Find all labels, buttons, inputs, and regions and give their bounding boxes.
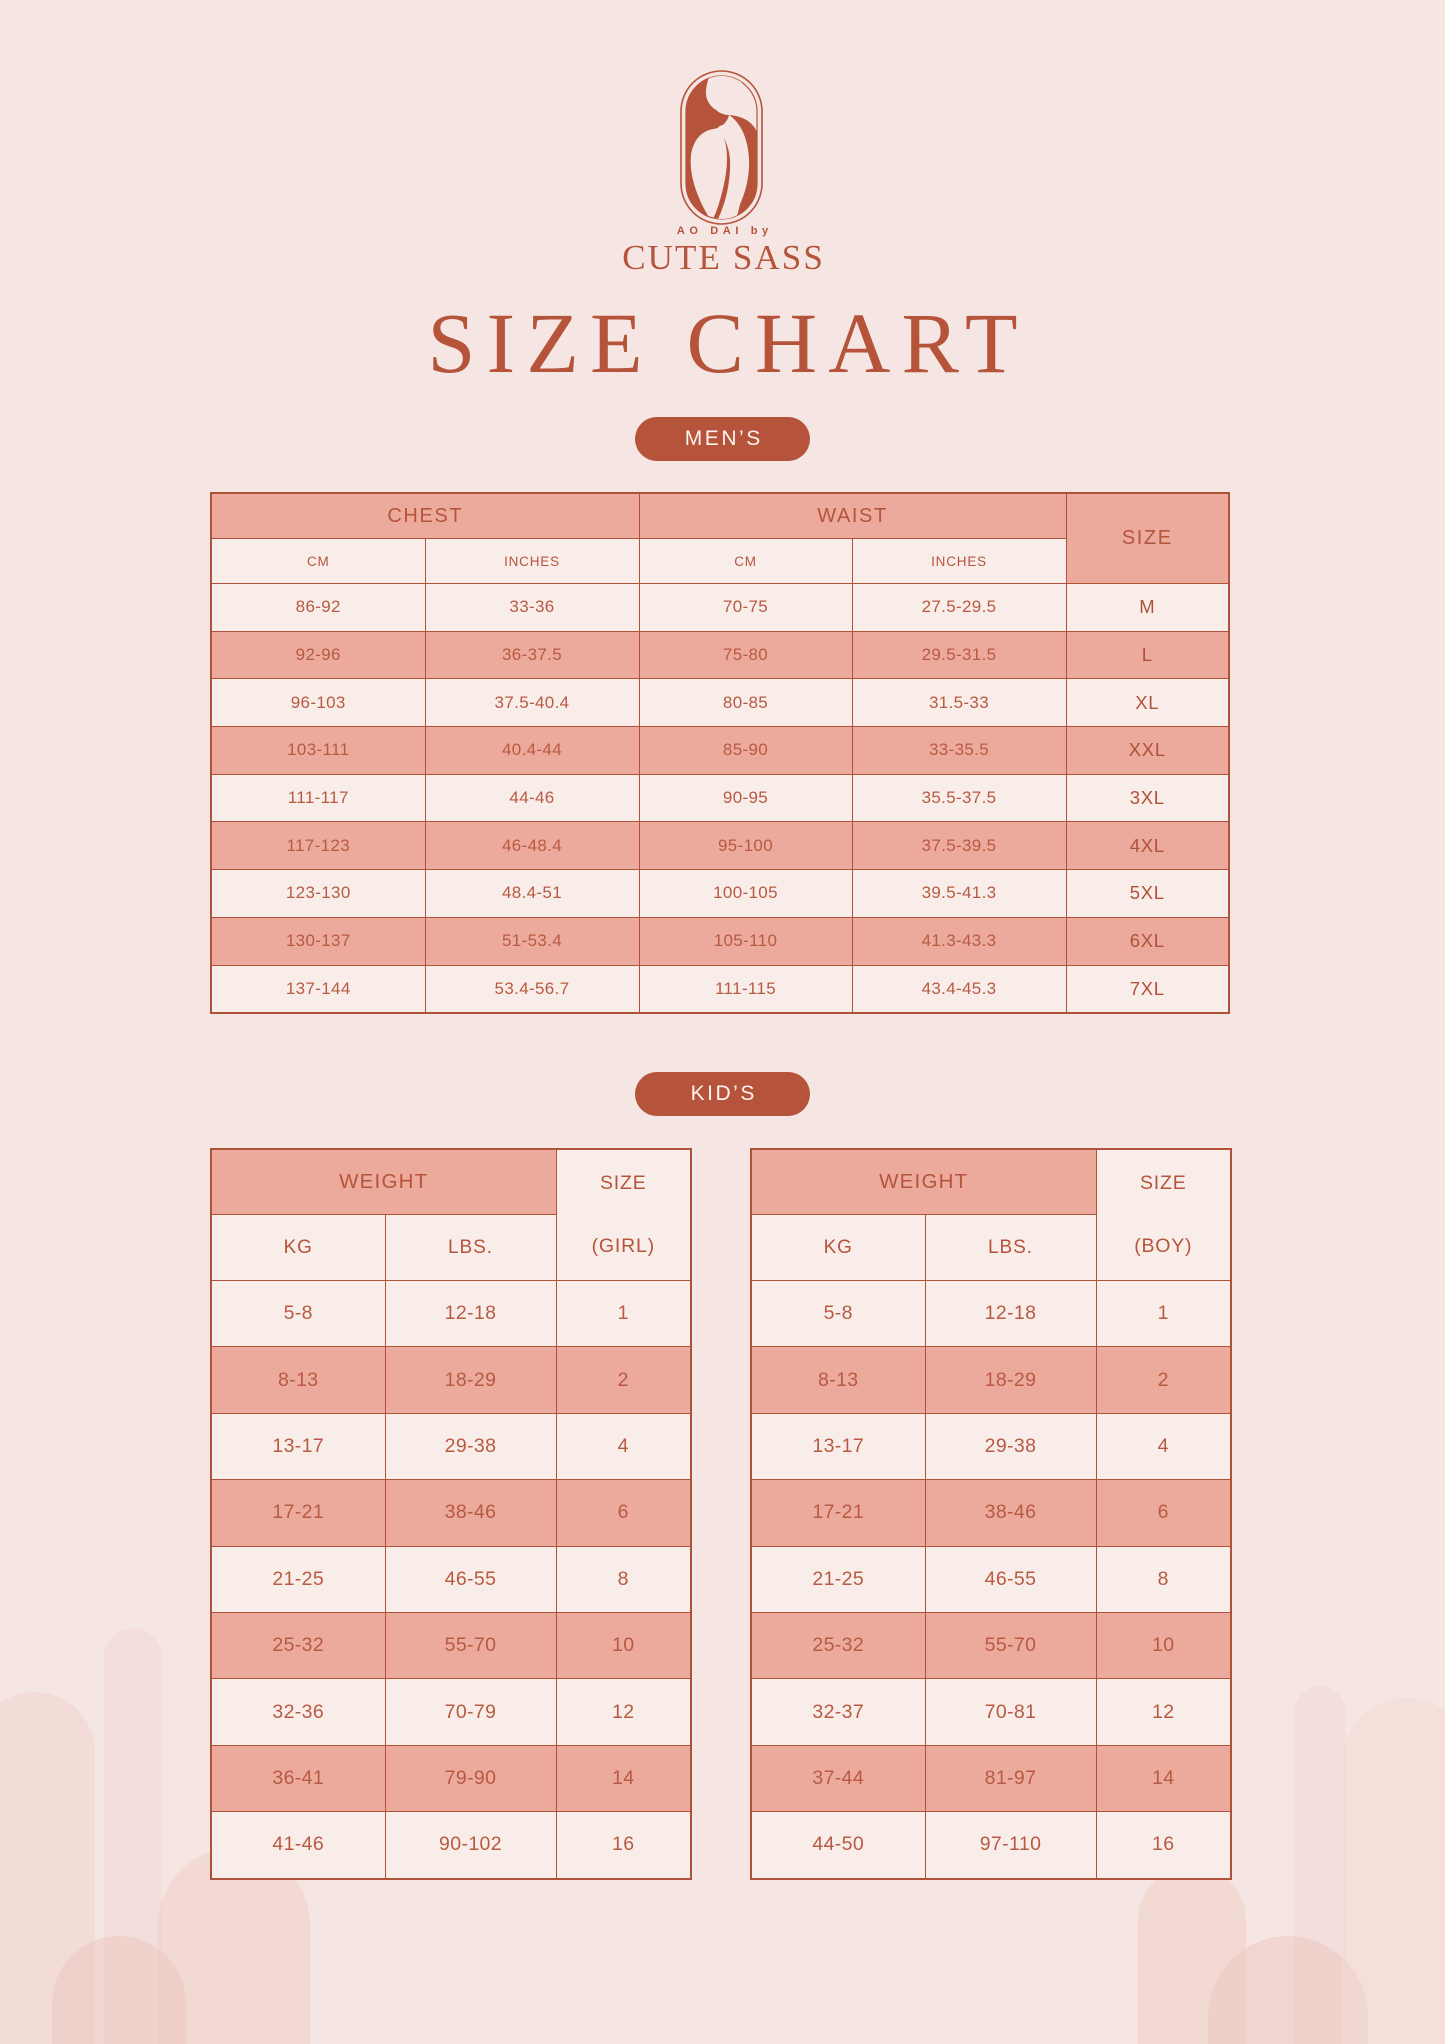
table-row: [211, 679, 1229, 727]
weight-column-header: WEIGHT: [211, 1149, 556, 1215]
size-cell: 10: [1096, 1612, 1231, 1678]
cell: 29-38: [385, 1413, 556, 1479]
table-row: [751, 1281, 1231, 1347]
cell: 55-70: [385, 1612, 556, 1678]
cell: 70-79: [385, 1679, 556, 1745]
kg-header: KG: [211, 1215, 385, 1281]
corner-arch: [1342, 1698, 1445, 2044]
cell: 38-46: [385, 1480, 556, 1546]
cell: 18-29: [925, 1347, 1096, 1413]
cell: 46-48.4: [425, 822, 639, 870]
table-row: [211, 870, 1229, 918]
waist-inches-header: INCHES: [852, 539, 1066, 584]
cell: 117-123: [211, 822, 425, 870]
cell: 37-44: [751, 1745, 925, 1811]
size-cell: 6XL: [1066, 917, 1229, 965]
table-row: [211, 1812, 691, 1879]
size-cell: 1: [1096, 1281, 1231, 1347]
cell: 18-29: [385, 1347, 556, 1413]
cell: 111-117: [211, 774, 425, 822]
table-row: [211, 1612, 691, 1678]
mens-header-row: [211, 493, 1229, 539]
table-row: [211, 1281, 691, 1347]
cell: 39.5-41.3: [852, 870, 1066, 918]
size-cell: 14: [1096, 1745, 1231, 1811]
cell: 53.4-56.7: [425, 965, 639, 1013]
brand-name: CUTE SASS: [622, 238, 825, 277]
cell: 86-92: [211, 584, 425, 632]
size-cell: 3XL: [1066, 774, 1229, 822]
size-cell: 12: [1096, 1679, 1231, 1745]
cell: 38-46: [925, 1480, 1096, 1546]
table-row: [751, 1546, 1231, 1612]
size-column-header: SIZE: [1066, 493, 1229, 584]
table-row: [751, 1347, 1231, 1413]
size-cell: 4: [1096, 1413, 1231, 1479]
table-row: [211, 965, 1229, 1013]
table-row: [211, 822, 1229, 870]
cell: 51-53.4: [425, 917, 639, 965]
cell: 41-46: [211, 1812, 385, 1879]
table-row: [211, 774, 1229, 822]
cell: 48.4-51: [425, 870, 639, 918]
cell: 33-36: [425, 584, 639, 632]
cell: 105-110: [639, 917, 852, 965]
cell: 97-110: [925, 1812, 1096, 1879]
table-row: [751, 1480, 1231, 1546]
size-cell: XXL: [1066, 727, 1229, 775]
size-girl-column-header: [556, 1149, 691, 1281]
size-cell: 14: [556, 1745, 691, 1811]
cell: 46-55: [385, 1546, 556, 1612]
cell: 13-17: [211, 1413, 385, 1479]
cell: 29.5-31.5: [852, 631, 1066, 679]
size-label: SIZE: [1140, 1171, 1187, 1194]
girls-header-row: [211, 1149, 691, 1215]
lbs-header: LBS.: [385, 1215, 556, 1281]
cell: 95-100: [639, 822, 852, 870]
ao-dai-woman-logo-icon: [680, 70, 763, 225]
cell: 103-111: [211, 727, 425, 775]
size-cell: XL: [1066, 679, 1229, 727]
cell: 123-130: [211, 870, 425, 918]
cell: 5-8: [211, 1281, 385, 1347]
table-row: [751, 1679, 1231, 1745]
cell: 21-25: [751, 1546, 925, 1612]
size-cell: 8: [556, 1546, 691, 1612]
table-row: [211, 1546, 691, 1612]
waist-cm-header: CM: [639, 539, 852, 584]
size-label: SIZE: [600, 1171, 647, 1194]
size-cell: 2: [556, 1347, 691, 1413]
cell: 90-95: [639, 774, 852, 822]
chest-cm-header: CM: [211, 539, 425, 584]
cell: 70-75: [639, 584, 852, 632]
cell: 75-80: [639, 631, 852, 679]
kg-header: KG: [751, 1215, 925, 1281]
size-cell: M: [1066, 584, 1229, 632]
cell: 12-18: [925, 1281, 1096, 1347]
boys-header-row: [751, 1149, 1231, 1215]
table-row: [211, 1480, 691, 1546]
size-cell: 4: [556, 1413, 691, 1479]
cell: 31.5-33: [852, 679, 1066, 727]
cell: 8-13: [751, 1347, 925, 1413]
chest-inches-header: INCHES: [425, 539, 639, 584]
cell: 32-36: [211, 1679, 385, 1745]
cell: 5-8: [751, 1281, 925, 1347]
cell: 17-21: [211, 1480, 385, 1546]
size-cell: 1: [556, 1281, 691, 1347]
cell: 37.5-40.4: [425, 679, 639, 727]
size-sub-label: (GIRL): [591, 1235, 655, 1258]
cell: 111-115: [639, 965, 852, 1013]
cell: 70-81: [925, 1679, 1096, 1745]
cell: 55-70: [925, 1612, 1096, 1678]
table-row: [751, 1745, 1231, 1811]
cell: 25-32: [211, 1612, 385, 1678]
cell: 17-21: [751, 1480, 925, 1546]
table-row: [751, 1812, 1231, 1879]
cell: 27.5-29.5: [852, 584, 1066, 632]
size-cell: 6: [1096, 1480, 1231, 1546]
cell: 36-37.5: [425, 631, 639, 679]
cell: 79-90: [385, 1745, 556, 1811]
cell: 43.4-45.3: [852, 965, 1066, 1013]
cell: 44-50: [751, 1812, 925, 1879]
size-cell: 7XL: [1066, 965, 1229, 1013]
cell: 90-102: [385, 1812, 556, 1879]
cell: 29-38: [925, 1413, 1096, 1479]
table-row: [751, 1612, 1231, 1678]
cell: 36-41: [211, 1745, 385, 1811]
size-cell: 2: [1096, 1347, 1231, 1413]
size-cell: L: [1066, 631, 1229, 679]
page-title: SIZE CHART: [427, 295, 1029, 391]
cell: 80-85: [639, 679, 852, 727]
cell: 81-97: [925, 1745, 1096, 1811]
mens-size-table: [210, 492, 1230, 1014]
size-cell: 16: [556, 1812, 691, 1879]
cell: 85-90: [639, 727, 852, 775]
table-row: [751, 1413, 1231, 1479]
boys-size-table: [750, 1148, 1232, 1880]
kids-badge: KID’S: [635, 1072, 810, 1116]
cell: 92-96: [211, 631, 425, 679]
cell: 130-137: [211, 917, 425, 965]
table-row: [211, 1413, 691, 1479]
table-row: [211, 584, 1229, 632]
cell: 12-18: [385, 1281, 556, 1347]
cell: 96-103: [211, 679, 425, 727]
chest-column-header: CHEST: [211, 493, 639, 539]
cell: 41.3-43.3: [852, 917, 1066, 965]
table-row: [211, 727, 1229, 775]
size-cell: 4XL: [1066, 822, 1229, 870]
cell: 35.5-37.5: [852, 774, 1066, 822]
brand-logo: [680, 70, 763, 225]
size-cell: 5XL: [1066, 870, 1229, 918]
table-row: [211, 1745, 691, 1811]
weight-column-header: WEIGHT: [751, 1149, 1096, 1215]
lbs-header: LBS.: [925, 1215, 1096, 1281]
cell: 25-32: [751, 1612, 925, 1678]
mens-badge: MEN’S: [635, 417, 810, 461]
table-row: [211, 1347, 691, 1413]
cell: 21-25: [211, 1546, 385, 1612]
table-row: [211, 1679, 691, 1745]
cell: 40.4-44: [425, 727, 639, 775]
size-cell: 12: [556, 1679, 691, 1745]
size-cell: 8: [1096, 1546, 1231, 1612]
size-boy-column-header: [1096, 1149, 1231, 1281]
cell: 46-55: [925, 1546, 1096, 1612]
size-cell: 6: [556, 1480, 691, 1546]
table-row: [211, 631, 1229, 679]
waist-column-header: WAIST: [639, 493, 1066, 539]
cell: 13-17: [751, 1413, 925, 1479]
cell: 8-13: [211, 1347, 385, 1413]
table-row: [211, 917, 1229, 965]
cell: 100-105: [639, 870, 852, 918]
girls-size-table: [210, 1148, 692, 1880]
cell: 137-144: [211, 965, 425, 1013]
cell: 44-46: [425, 774, 639, 822]
cell: 37.5-39.5: [852, 822, 1066, 870]
cell: 33-35.5: [852, 727, 1066, 775]
size-cell: 16: [1096, 1812, 1231, 1879]
brand-tagline: AO DAI by: [676, 225, 773, 237]
cell: 32-37: [751, 1679, 925, 1745]
size-cell: 10: [556, 1612, 691, 1678]
size-sub-label: (BOY): [1134, 1235, 1193, 1258]
